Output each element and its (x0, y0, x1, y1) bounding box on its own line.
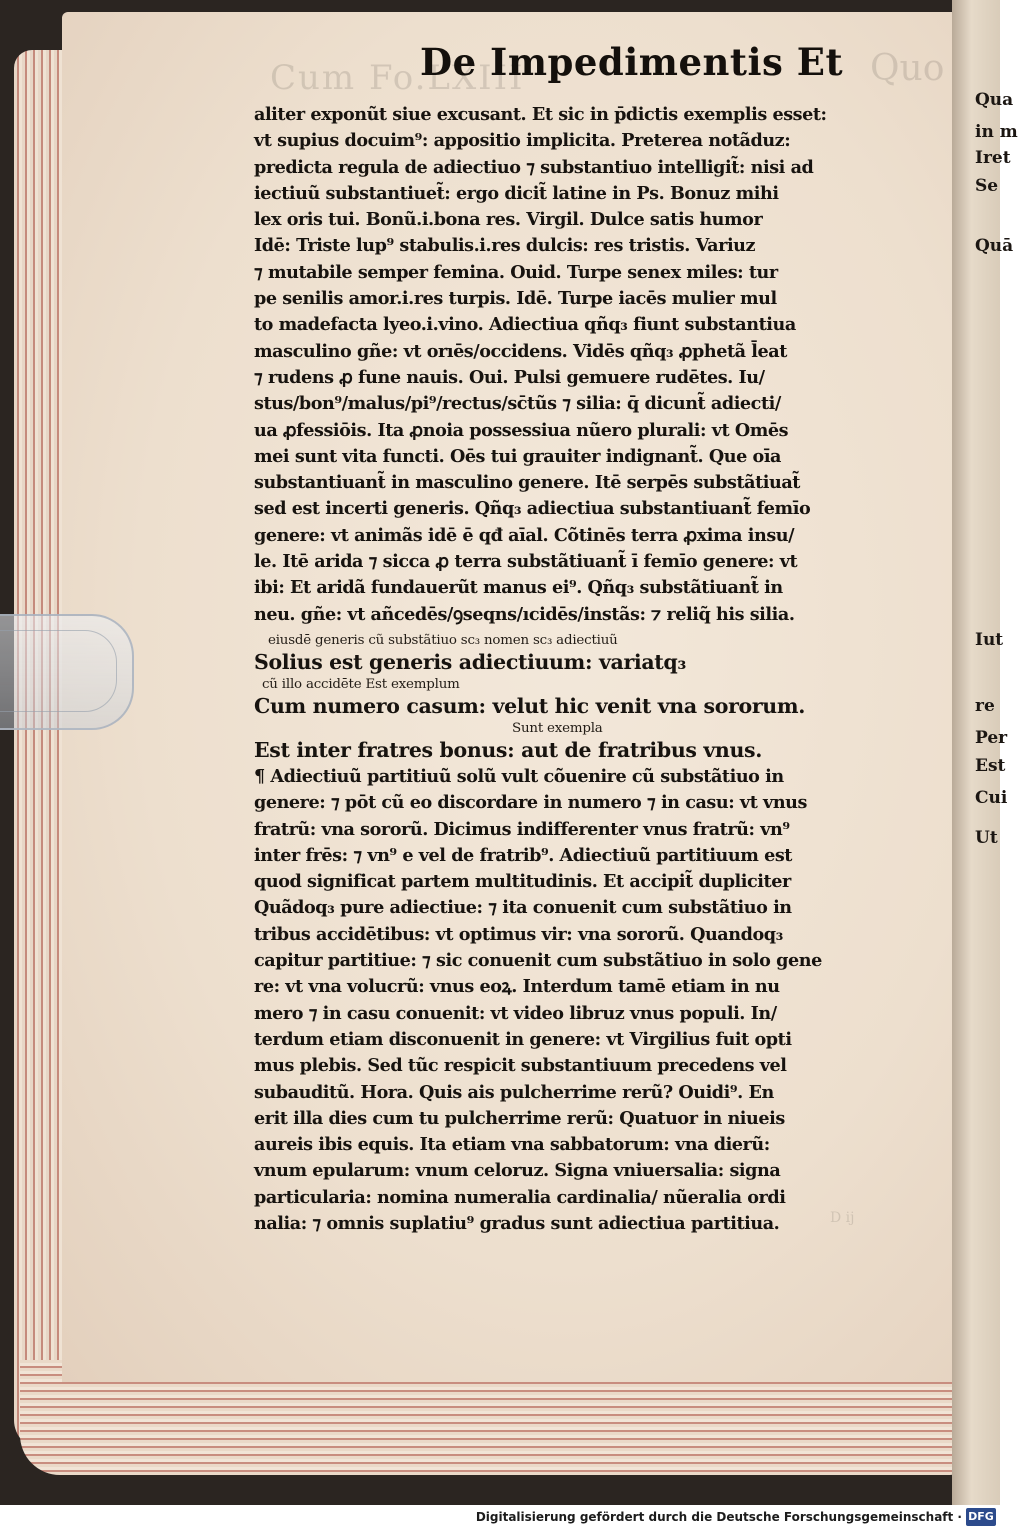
text-line: ibi: Et aridã fundauerũt manus ei⁹. Qñq₃ substãtiuant̃ in (254, 577, 783, 599)
text-line: ua ꝓfessiōis. Ita ꝓnoia possessiua nũero plurali: vt Omēs (254, 419, 789, 441)
text-line: sed est incerti generis. Qñq₃ adiectiua substantiuant̃ femīo (254, 498, 811, 520)
text-line: particularia: nomina numeralia cardinalia/ nũeralia ordi (254, 1186, 786, 1208)
facing-page-fragment: Qua (975, 90, 1014, 110)
text-line: inter frēs: ⁊ vn⁹ e vel de fratrib⁹. Adiectiuũ partitiuum est (254, 844, 792, 866)
text-line: Idē: Triste lup⁹ stabulis.i.res dulcis: res tristis. Variuz (254, 235, 756, 257)
facing-page-fragment: re (975, 696, 995, 716)
page-holder-clip (0, 614, 134, 730)
text-line: nalia: ⁊ omnis suplatiu⁹ gradus sunt adiectiua partitiua. (254, 1212, 780, 1234)
text-line: ⁊ mutabile semper femina. Ouid. Turpe senex miles: tur (254, 261, 778, 283)
verse-line-2: Cum numero casum: velut hic venit vna sororum. (254, 693, 805, 718)
facing-page-fragment: Est (975, 756, 1006, 776)
text-line: fratrũ: vna sororũ. Dicimus indifferenter vnus fratrũ: vn⁹ (254, 818, 790, 840)
text-line: pe senilis amor.i.res turpis. Idē. Turpe iacēs mulier mul (254, 288, 777, 310)
facing-page-fragment: Iut (975, 630, 1004, 650)
facing-page-fragment: in m (975, 122, 1018, 142)
gloss-line-2: cũ illo accidēte Est exemplum (262, 676, 460, 692)
text-line: Quãdoq₃ pure adiectiue: ⁊ ita conuenit cum substãtiuo in (254, 897, 792, 919)
text-line: aliter exponũt siue excusant. Et sic in p̄dictis exemplis esset: (254, 104, 827, 125)
page-heading: De Impedimentis Et (420, 40, 844, 84)
text-line: vt supius docuim⁹: appositio implicita. Preterea notãduz: (254, 130, 791, 152)
bleed-through-header-right: Quo (870, 48, 945, 89)
funding-notice: Digitalisierung gefördert durch die Deutsche Forschungsgemeinschaft · (475, 1510, 962, 1524)
gloss-line-3: Sunt exempla (512, 720, 603, 736)
facing-page-fragment: Cui (975, 788, 1008, 808)
text-line: erit illa dies cum tu pulcherrime rerũ: Quatuor in niueis (254, 1107, 785, 1129)
text-line: mus plebis. Sed tũc respicit substantiuum precedens vel (254, 1055, 787, 1077)
facing-page-fragment: Ut (975, 828, 998, 848)
facing-page-fragment: Per (975, 728, 1008, 748)
text-line: substantiuant̃ in masculino genere. Itē serpēs substãtiuat̃ (254, 472, 800, 494)
text-line: quod significat partem multitudinis. Et accipit̃ dupliciter (254, 871, 791, 893)
text-line: masculino gñe: vt orıēs/occidens. Vidēs qñq₃ ꝓphetã l̄eat (254, 340, 787, 362)
text-line: stus/bon⁹/malus/pi⁹/rectus/sc̄tũs ⁊ silia: q̄ dicunt̃ adiecti/ (254, 393, 781, 415)
gloss-line-1: eiusdē generis cũ substãtiuo sc₃ nomen sc₃ adiectiuũ (268, 632, 618, 648)
book-gutter (952, 0, 1018, 1505)
footer-bar (0, 1505, 1000, 1530)
text-line: ⁊ rudens ꝓ fune nauis. Oui. Pulsi gemuere rudētes. Iu/ (254, 366, 765, 388)
text-line: neu. gñe: vt añcedēs/ꝯseqns/ıcidēs/instãs: ⁊ reliq̃ his silia. (254, 603, 795, 625)
text-line: terdum etiam disconuenit in genere: vt Virgilius fuit opti (254, 1028, 792, 1050)
text-line: mei sunt vita functi. Oēs tui grauiter indignant̃. Que oīa (254, 445, 782, 467)
text-line: genere: ⁊ pōt cũ eo discordare in numero ⁊ in casu: vt vnus (254, 792, 807, 814)
text-line: vnum epularum: vnum celoruz. Signa vniuersalia: signa (254, 1160, 781, 1182)
text-line: ¶ Adiectiuũ partitiuũ solũ vult cõuenire cũ substãtiuo in (254, 765, 784, 787)
text-line: tribus accidētibus: vt optimus vir: vna sororũ. Quandoq₃ (254, 923, 783, 945)
text-block (254, 102, 899, 1237)
text-line: iectiuũ substantiuet̃: ergo dicit̃ latine in Ps. Bonuz mihi (254, 182, 779, 204)
facing-page-fragment: Iret (975, 148, 1011, 168)
text-line: mero ⁊ in casu conuenit: vt video libruz vnus populi. In/ (254, 1002, 777, 1024)
text-line: le. Itē arida ⁊ sicca ꝓ terra substãtiuant̃ ī femīo genere: vt (254, 551, 798, 573)
facing-page-fragment: Se (975, 176, 999, 196)
text-line: predicta regula de adiectiuo ⁊ substantiuo intelligit̃: nisi ad (254, 156, 814, 178)
text-line: genere: vt animãs idē ē qđ aīal. Cõtinēs terra ꝓxima insu/ (254, 524, 795, 546)
text-line: re: vt vna volucrũ: vnus eoꝝ. Interdum tamē etiam in nu (254, 976, 780, 998)
text-line: subauditũ. Hora. Quis ais pulcherrime rerũ? Ouidi⁹. En (254, 1081, 774, 1103)
dfg-logo: DFG (966, 1508, 996, 1526)
text-line: aureis ibis equis. Ita etiam vna sabbatorum: vna dierũ: (254, 1134, 770, 1156)
bleed-through-header: Cum Fo.LXIII (270, 58, 525, 98)
text-line: capitur partitiue: ⁊ sic conuenit cum substãtiuo in solo gene (254, 950, 822, 972)
verse-line-1: Solius est generis adiectiuum: variatq₃ (254, 649, 687, 674)
bleed-through-footer: D ij (830, 1210, 855, 1226)
paragraph-2 (254, 764, 899, 1237)
facing-page-fragment: Quā (975, 236, 1014, 256)
verse-line-3: Est inter fratres bonus: aut de fratribus vnus. (254, 737, 763, 762)
paragraph-1 (254, 102, 899, 628)
text-line: to madefacta lyeo.i.vino. Adiectiua qñq₃ fiunt substantiua (254, 314, 796, 336)
text-line: lex oris tui. Bonũ.i.bona res. Virgil. Dulce satis humor (254, 209, 763, 231)
